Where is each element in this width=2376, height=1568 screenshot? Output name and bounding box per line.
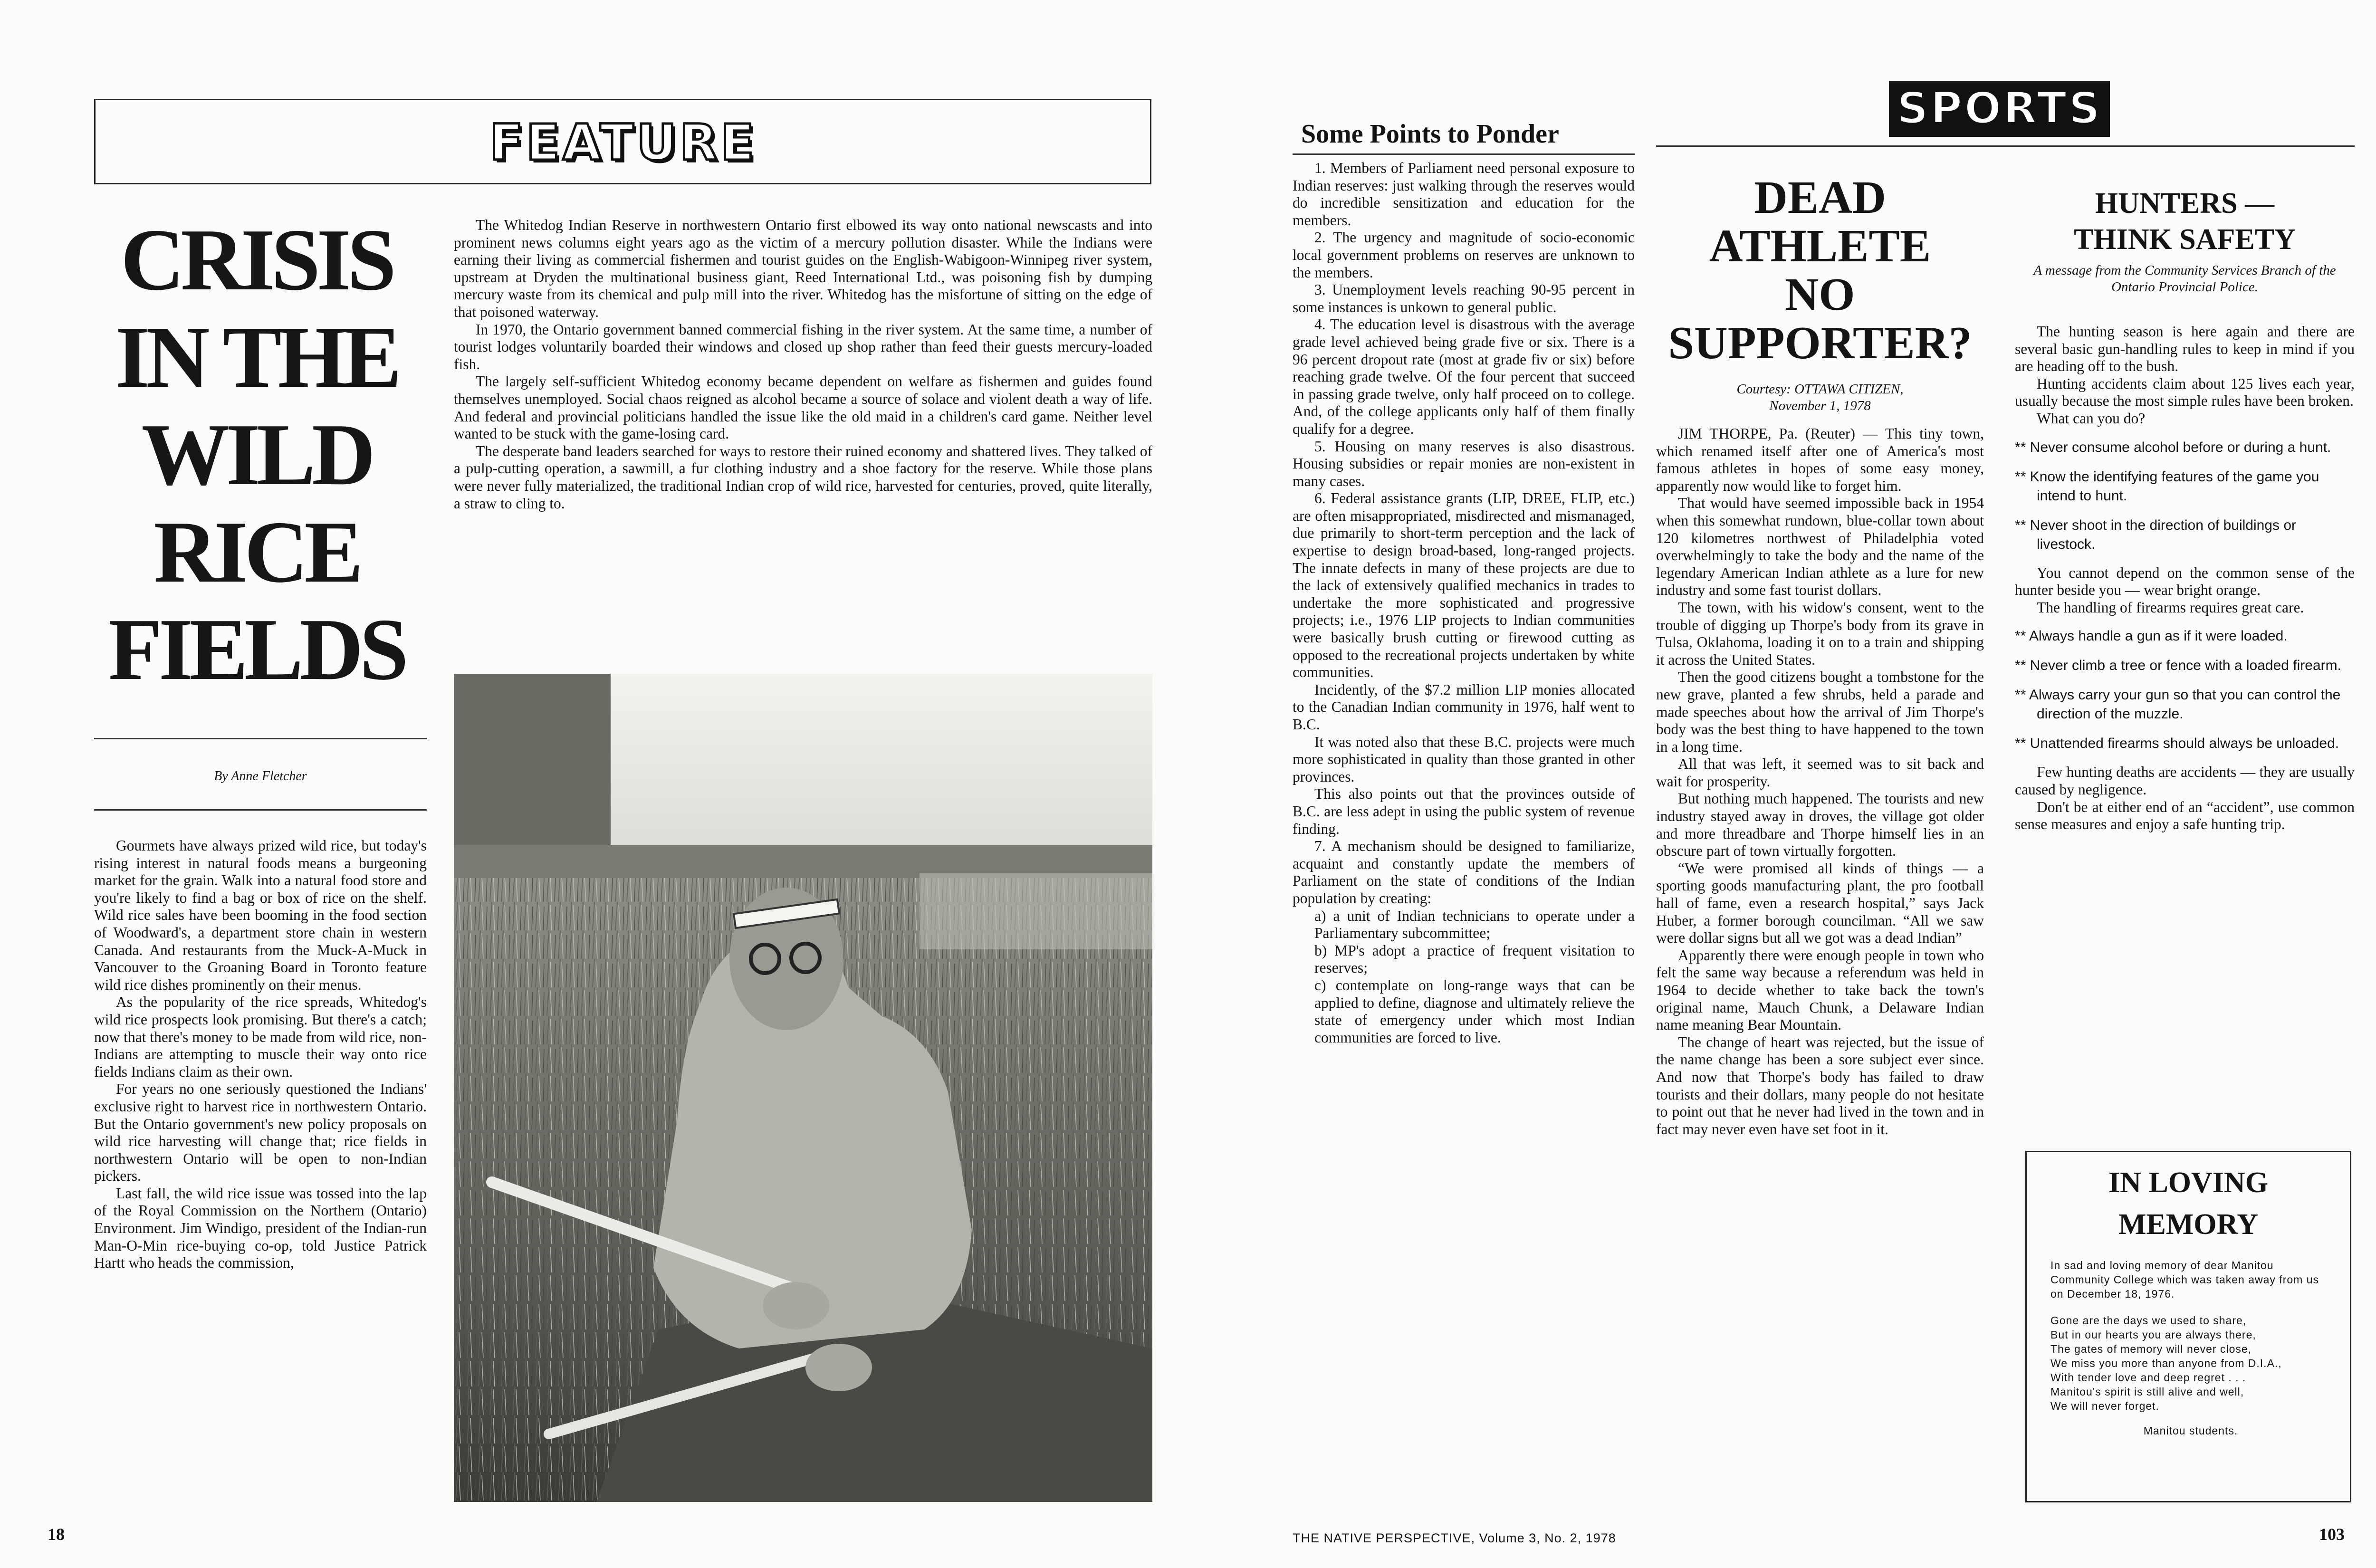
athlete-paragraph: All that was left, it seemed was to sit back and wait for prosperity. (1656, 755, 1984, 790)
courtesy-date: November 1, 1978 (1769, 398, 1871, 413)
hunters-paragraph: Few hunting deaths are accidents — they are usually caused by negligence. (2015, 764, 2355, 798)
headline-line: THINK SAFETY (2074, 223, 2296, 256)
memory-poem-line: We will never forget. (2050, 1400, 2159, 1412)
point-item: 1. Members of Parliament need personal exposure to Indian reserves: just walking through the reserves would do incredible sensitization and education for the members. (1293, 160, 1635, 229)
safety-tip: ** Never climb a tree or fence with a loaded firearm. (2015, 658, 2341, 674)
column-paragraph: For years no one seriously questioned the Indians' exclusive right to harvest rice in northwestern Ontario. But the Ontario government's new policy proposals on wild rice harvesting will change that; rice fields in northwestern Ontario will be open to non-Indian pickers. (94, 1080, 427, 1185)
athlete-paragraph: Then the good citizens bought a tombstone for the new grave, planted a few shrubs, held a parade and made speeches about how the arrival of Jim Thorpe's body was the best thing to have happened to the town in a long time. (1656, 669, 1984, 755)
memory-poem-line: But in our hearts you are always there, (2050, 1329, 2256, 1341)
point-item: 4. The education level is disastrous with the average grade level achieved being grade five or six. There is a 96 percent dropout rate (most at grade fiv or six) before reaching grade twelve. Of the four percent that succeed in passing grade twelve, only half proceed on to college. And, of the college applicants only half of them finally qualify for a degree. (1293, 316, 1635, 437)
athlete-courtesy (1656, 381, 1984, 414)
headline-line: WILD (141, 406, 372, 504)
memory-intro: In sad and loving memory of dear Manitou Community College which was taken away from us on December 18, 1976. (2050, 1259, 2319, 1300)
point-sub-item: b) MP's adopt a practice of frequent visitation to reserves; (1314, 942, 1635, 976)
point-sub-item: a) a unit of Indian technicians to operate under a Parliamentary subcommittee; (1314, 907, 1635, 942)
safety-tip: ** Unattended firearms should always be unloaded. (2015, 736, 2339, 752)
athlete-paragraph: JIM THORPE, Pa. (Reuter) — This tiny town, which renamed itself after one of America's most famous athletes in hopes of some easy money, apparently now would like to forget him. (1656, 425, 1984, 494)
publication-footer: THE NATIVE PERSPECTIVE, Volume 3, No. 2, 1978 (1293, 1531, 1616, 1545)
memory-poem-line: Manitou's spirit is still alive and well, (2050, 1386, 2244, 1398)
column-paragraph: Gourmets have always prized wild rice, but today's rising interest in natural foods means a burgeoning market for the grain. Walk into a natural food store and you're likely to find a bag or box of rice on the shelf. Wild rice sales have been booming in the food section of Woodward's, a department store chain in western Canada. And restaurants from the Muck-A-Muck in Vancouver to the Groaning Board in Toronto feature wild rice dishes prominently on their menus. (94, 837, 427, 993)
headline-line: SUPPORTER? (1668, 317, 1972, 369)
hunters-headline (2015, 185, 2355, 258)
hunters-paragraph: The handling of firearms requires great care. (2037, 599, 2304, 616)
hunters-source: A message from the Community Services Branch of the Ontario Provincial Police. (2033, 263, 2336, 295)
athlete-paragraph: The change of heart was rejected, but the issue of the name change has been a sore subject ever since. And now that Thorpe's body has failed to draw tourists and their dollars, many people do not hesitate to point out that he never had lived in the town and in fact may never even have set foot in it. (1656, 1033, 1984, 1138)
headline-line: ATHLETE (1709, 220, 1931, 272)
point-item: It was noted also that these B.C. projects were much more sophisticated in quality than those granted in other provinces. (1293, 733, 1635, 785)
article-intro (454, 217, 1152, 512)
points-title: Some Points to Ponder (1301, 119, 1559, 149)
byline: By Anne Fletcher (214, 769, 307, 784)
points-title-rule (1293, 153, 1635, 155)
athlete-paragraph: “We were promised all kinds of things — a sporting goods manufacturing plant, the pro football hall of fame, even a research hospital,” says Jack Huber, a former borough councilman. “All we saw were dollar signs but all we got was a dead Indian” (1656, 860, 1984, 947)
column-paragraph: Last fall, the wild rice issue was tossed into the lap of the Royal Commission on the Northern (Ontario) Environment. Jim Windigo, president of the Indian-run Man-O-Min rice-buying co-op, told Justice Patrick Hartt who heads the commission, (94, 1185, 427, 1272)
intro-paragraph: The Whitedog Indian Reserve in northwestern Ontario first elbowed its way onto national newscasts and into prominent news columns eight years ago as the victim of a mercury pollution disaster. While the Indians were earning their living as commercial fishermen and tourist guides on the English-Wabigoon-Winnipeg river system, upstream at Dryden the multinational business giant, Reed International Ltd., was poisoning fish by dumping mercury waste from its chemical and pulp mill into the river. Whitedog has the misfortune of sitting on the edge of that poisoned waterway. (454, 217, 1152, 320)
memory-poem-line: The gates of memory will never close, (2050, 1343, 2252, 1355)
byline-rule-bottom (94, 809, 427, 811)
hunters-paragraph: What can you do? (2037, 410, 2146, 427)
left-page-number: 18 (48, 1525, 65, 1544)
headline-line: FIELDS (108, 601, 405, 698)
intro-paragraph: The desperate band leaders searched for ways to restore their ruined economy and shattered lives. They talked of a pulp-cutting operation, a sawmill, a fur clothing industry and a shoe factory for the reserve. While those plans were never fully materialized, the traditional Indian crop of wild rice, harvested for centuries, proved, quite literally, a straw to cling to. (454, 442, 1152, 512)
feature-section-label: FEATURE (489, 114, 757, 172)
headline-line: IN THE (115, 308, 398, 406)
point-item: 5. Housing on many reserves is also disastrous. Housing subsidies or repair monies are non-existent in many cases. (1293, 438, 1635, 489)
sports-rule (1656, 145, 2355, 147)
safety-tip: ** Know the identifying features of the game you intend to hunt. (2015, 468, 2319, 504)
right-page-number: 103 (2319, 1525, 2345, 1544)
safety-tip: ** Never consume alcohol before or during a hunt. (2015, 439, 2331, 455)
athlete-headline (1656, 173, 1984, 367)
points-list (1293, 160, 1635, 908)
memory-signature: Manitou students. (2143, 1425, 2238, 1437)
memory-poem-line: Gone are the days we used to share, (2050, 1314, 2247, 1327)
headline-line: NO (1785, 269, 1855, 320)
memory-title-line: IN LOVING (2108, 1166, 2268, 1199)
memory-poem-line: We miss you more than anyone from D.I.A., (2050, 1357, 2282, 1369)
hunters-paragraph: Don't be at either end of an “accident”, use common sense measures and enjoy a safe hunting trip. (2015, 798, 2355, 833)
headline-line: RICE (153, 503, 360, 601)
athlete-paragraph: The town, with his widow's consent, went to the trouble of digging up Thorpe's body from its grave in Tulsa, Oklahoma, loading it on to a train and shipping it across the United States. (1656, 599, 1984, 668)
athlete-paragraph: But nothing much happened. The tourists and new industry stayed away in droves, the village got older and more threadbare and Thorpe himself lies in an obscure part of town virtually forgotten. (1656, 790, 1984, 860)
safety-tip: ** Always handle a gun as if it were loaded. (2015, 628, 2288, 644)
headline-line: DEAD (1754, 172, 1886, 223)
athlete-paragraph: That would have seemed impossible back in 1954 when this somewhat rundown, blue-collar town about 120 kilometres northwest of Philadelphia voted overwhelmingly to take the body and the name of the legendary American Indian athlete as a lure for new industry and some fast tourist dollars. (1656, 495, 1984, 599)
article-column (94, 837, 427, 1272)
intro-paragraph: In 1970, the Ontario government banned commercial fishing in the river system. At the same time, a number of tourist lodges voluntarily boarded their windows and closed up shop rather than feed their guests mercury-loaded fish. (454, 321, 1152, 373)
athlete-article (1656, 425, 1984, 1138)
point-item: Incidently, of the $7.2 million LIP monies allocated to the Canadian Indian community in 1976, half went to B.C. (1293, 681, 1635, 733)
memory-body (2050, 1258, 2331, 1438)
athlete-paragraph: Apparently there were enough people in town who felt the same way because a referendum was held in 1964 to decide whether to take back the town's original name, Mauch Chunk, a Delaware Indian name meaning Bear Mountain. (1656, 947, 1984, 1033)
rice-harvester-photo (454, 674, 1152, 1502)
hunters-paragraph: The hunting season is here again and there are several basic gun-handling rules to keep in mind if you are heading off to the bush. (2015, 323, 2355, 375)
byline-rule-top (94, 738, 427, 739)
hunters-paragraph: You cannot depend on the common sense of the hunter beside you — wear bright orange. (2015, 564, 2355, 599)
headline-line: HUNTERS — (2095, 187, 2275, 220)
intro-paragraph: The largely self-sufficient Whitedog economy became dependent on welfare as fishermen and guides found themselves unemployed. Social chaos reigned as alcohol became a source of solace and violent death a way of life. And federal and provincial politicians handled the issue like the old maid in a children's card game. Neither level wanted to be stuck with the game-losing card. (454, 373, 1152, 442)
points-column (1293, 160, 1635, 1046)
headline-line: CRISIS (120, 211, 393, 309)
sports-section-label: SPORTS (1897, 83, 2102, 134)
memory-title-line: MEMORY (2118, 1208, 2258, 1241)
memory-title (2025, 1162, 2351, 1245)
point-sub-item: c) contemplate on long-range ways that can be applied to define, diagnose and ultimately relieve the state of emergency under which most Indian communities are forced to live. (1314, 976, 1635, 1046)
hunters-paragraph: Hunting accidents claim about 125 lives each year, usually because the most simple rules have been broken. (2015, 375, 2355, 410)
point-item: 3. Unemployment levels reaching 90-95 percent in some instances is unkown to general public. (1293, 281, 1635, 316)
safety-tip: ** Never shoot in the direction of buildings or livestock. (2015, 517, 2297, 552)
memory-poem-line: With tender love and deep regret . . . (2050, 1371, 2246, 1384)
safety-tip: ** Always carry your gun so that you can control the direction of the muzzle. (2015, 687, 2341, 722)
point-item: 6. Federal assistance grants (LIP, DREE, FLIP, etc.) are often misappropriated, misdirected and mismanaged, due primarily to short-term perception and the lack of expertise to design broad-based, long-ranged projects. The innate defects in many of these projects are due to the lack of extensively qualified mechanics in trades to undertake the more sophisticated and progressive projects; i.e., 1976 LIP projects to Indian communities were basically brush cutting or firewood cutting as opposed to the recreational projects undertaken by white communities. (1293, 490, 1635, 681)
courtesy-line: Courtesy: OTTAWA CITIZEN, (1736, 382, 1904, 397)
article-headline (90, 211, 423, 698)
column-paragraph: As the popularity of the rice spreads, Whitedog's wild rice prospects look promising. But there's a catch; now that there's money to be made from wild rice, non-Indians are attempting to muscle their way onto rice fields Indians claim as their own. (94, 994, 427, 1080)
hunters-article (2015, 323, 2355, 833)
point-item: 2. The urgency and magnitude of socio-economic local government problems on reserves are unknown to the members. (1293, 229, 1635, 281)
point-item: This also points out that the provinces outside of B.C. are less adept in using the public system of revenue finding. (1293, 785, 1635, 837)
point-item: 7. A mechanism should be designed to familiarize, acquaint and constantly update the members of Parliament on the state of conditions of the Indian population by creating: (1293, 838, 1635, 907)
